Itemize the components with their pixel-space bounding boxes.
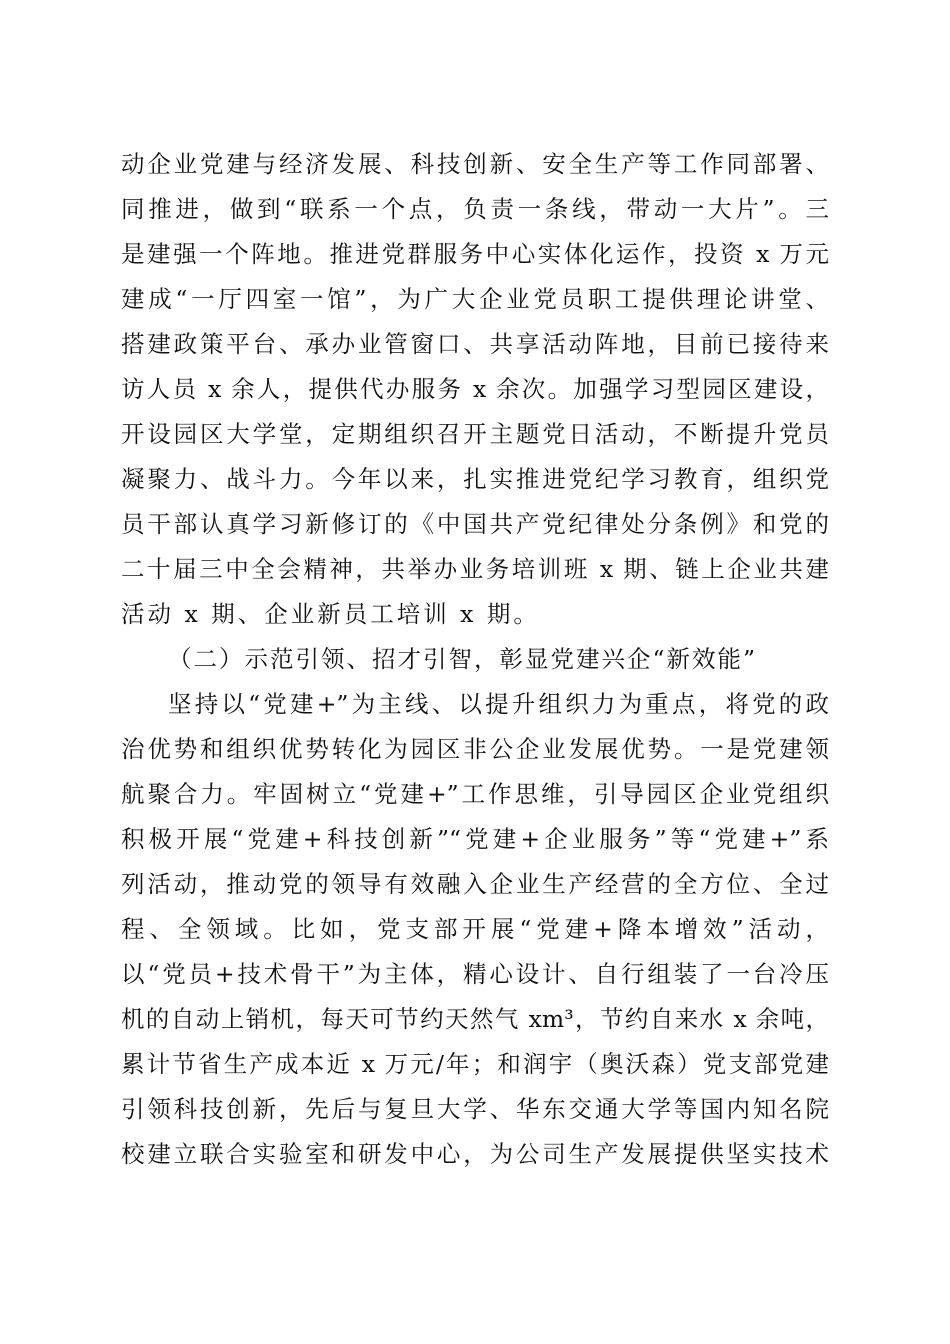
body-text-line: 建成“一厅四室一馆”，为广大企业党员职工提供理论讲堂、 [121, 285, 829, 313]
body-text-line: 搭建政策平台、承办业管窗口、共享活动阵地，目前已接待来 [121, 330, 829, 358]
body-text-line: 员干部认真学习新修订的《中国共产党纪律处分条例》和党的 [121, 510, 829, 538]
body-text-line: 同推进，做到“联系一个点，负责一条线，带动一大片”。三 [121, 195, 829, 223]
body-text-line: 访人员 x 余人，提供代办服务 x 余次。加强学习型园区建设， [121, 375, 829, 403]
body-text-line: 程、全领域。比如，党支部开展“党建+降本增效”活动， [121, 915, 829, 943]
section-heading: （二）示范引领、招才引智，彰显党建兴企“新效能” [168, 645, 758, 673]
body-text-line: 是建强一个阵地。推进党群服务中心实体化运作，投资 x 万元 [121, 240, 829, 268]
body-text-line: 动企业党建与经济发展、科技创新、安全生产等工作同部署、 [121, 150, 829, 178]
body-text-line: 列活动，推动党的领导有效融入企业生产经营的全方位、全过 [121, 870, 829, 898]
body-text-line: 治优势和组织优势转化为园区非公企业发展优势。一是党建领 [121, 735, 829, 763]
body-text-line: 累计节省生产成本近 x 万元/年；和润宇（奥沃森）党支部党建 [121, 1050, 829, 1078]
body-text-line: 引领科技创新，先后与复旦大学、华东交通大学等国内知名院 [121, 1095, 829, 1123]
body-text-line: 航聚合力。牢固树立“党建+”工作思维，引导园区企业党组织 [121, 780, 829, 808]
body-text-line: 凝聚力、战斗力。今年以来，扎实推进党纪学习教育，组织党 [121, 465, 829, 493]
body-text-line: 机的自动上销机，每天可节约天然气 xm³，节约自来水 x 余吨， [121, 1005, 829, 1033]
body-text-line: 活动 x 期、企业新员工培训 x 期。 [121, 600, 540, 628]
body-text-line: 积极开展“党建+科技创新”“党建+企业服务”等“党建+”系 [121, 825, 829, 853]
body-text-line: 坚持以“党建+”为主线、以提升组织力为重点，将党的政 [168, 690, 829, 718]
body-text-line: 开设园区大学堂，定期组织召开主题党日活动，不断提升党员 [121, 420, 829, 448]
body-text-line: 以“党员+技术骨干”为主体，精心设计、自行组装了一台冷压 [121, 960, 829, 988]
body-text-line: 校建立联合实验室和研发中心，为公司生产发展提供坚实技术 [121, 1140, 829, 1168]
body-text-line: 二十届三中全会精神，共举办业务培训班 x 期、链上企业共建 [121, 555, 829, 583]
